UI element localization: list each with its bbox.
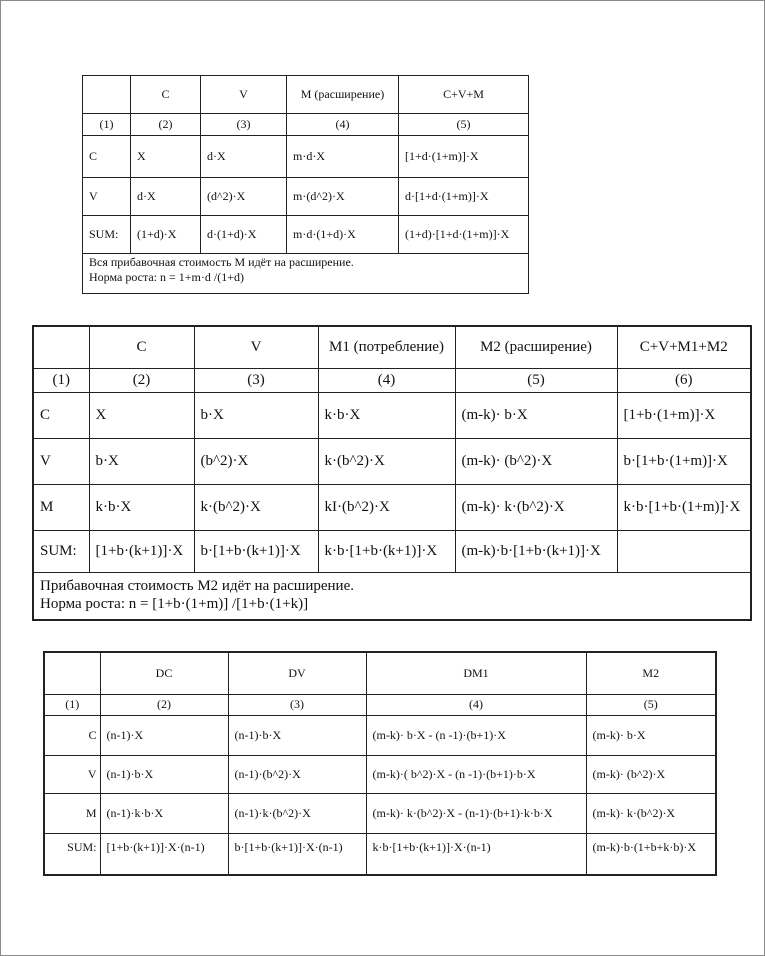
row-label: C	[83, 136, 131, 178]
row-label: M	[44, 793, 100, 833]
table-index-row	[44, 694, 716, 715]
table-cell: k·(b^2)·X	[318, 438, 455, 484]
table-cell: k·b·X	[89, 484, 194, 530]
index-cell: (3)	[194, 368, 318, 392]
table-row	[83, 216, 529, 254]
index-cell: (1)	[33, 368, 89, 392]
header-cell: V	[201, 76, 287, 114]
note-line: Прибавочная стоимость M2 идёт на расширение.	[40, 577, 354, 594]
table-cell: X	[131, 136, 201, 178]
header-cell: M2	[586, 652, 716, 694]
header-cell: DM1	[366, 652, 586, 694]
index-cell: (2)	[100, 694, 228, 715]
header-cell: C	[89, 326, 194, 368]
table-cell: k·b·[1+b·(1+m)]·X	[617, 484, 751, 530]
table-cell: m·d·(1+d)·X	[287, 216, 399, 254]
table-cell: (b^2)·X	[194, 438, 318, 484]
index-cell: (5)	[399, 114, 529, 136]
table-cell: (1+d)·[1+d·(1+m)]·X	[399, 216, 529, 254]
note-line: Норма роста: n = 1+m·d /(1+d)	[89, 270, 244, 284]
table-row	[44, 715, 716, 755]
row-label: V	[83, 178, 131, 216]
table-cell: (m-k)· k·(b^2)·X	[586, 793, 716, 833]
table-note	[33, 572, 751, 620]
table-note-row	[33, 572, 751, 620]
table-cell: (n-1)·X	[100, 715, 228, 755]
table-header-row	[33, 326, 751, 368]
header-cell	[83, 76, 131, 114]
table-cell: b·X	[89, 438, 194, 484]
table-cell: (n-1)·k·(b^2)·X	[228, 793, 366, 833]
table-cell: k·b·X	[318, 392, 455, 438]
header-cell: DC	[100, 652, 228, 694]
table-cell: (m-k)·b·[1+b·(k+1)]·X	[455, 530, 617, 572]
index-cell: (5)	[586, 694, 716, 715]
table-cell: (n-1)·k·b·X	[100, 793, 228, 833]
header-cell: M (расширение)	[287, 76, 399, 114]
table-cell	[617, 530, 751, 572]
header-cell: V	[194, 326, 318, 368]
table-cell: k·(b^2)·X	[194, 484, 318, 530]
table-header-row	[83, 76, 529, 114]
index-cell: (6)	[617, 368, 751, 392]
row-label: V	[44, 755, 100, 793]
table-cell: b·[1+b·(1+m)]·X	[617, 438, 751, 484]
table-row	[33, 438, 751, 484]
note-line: Норма роста: n = [1+b·(1+m)] /[1+b·(1+k)]	[40, 596, 309, 613]
table-cell: (m-k)· b·X - (n -1)·(b+1)·X	[366, 715, 586, 755]
table-row	[33, 484, 751, 530]
table-row	[44, 833, 716, 875]
table-cell: (m-k)· k·(b^2)·X - (n-1)·(b+1)·k·b·X	[366, 793, 586, 833]
table-cell: (m-k)· b·X	[586, 715, 716, 755]
table-row	[44, 755, 716, 793]
table-note-row	[83, 254, 529, 294]
table-row	[83, 178, 529, 216]
table-cell: m·d·X	[287, 136, 399, 178]
table-cell: k·b·[1+b·(k+1)]·X	[318, 530, 455, 572]
table-simple-reproduction	[82, 75, 529, 294]
table-cell: X	[89, 392, 194, 438]
table-row	[33, 392, 751, 438]
index-cell: (2)	[89, 368, 194, 392]
table-row	[33, 530, 751, 572]
table-cell: (m-k)· k·(b^2)·X	[455, 484, 617, 530]
table-cell: k·b·[1+b·(k+1)]·X·(n-1)	[366, 833, 586, 875]
table-cell: kI·(b^2)·X	[318, 484, 455, 530]
header-cell: C+V+M1+M2	[617, 326, 751, 368]
row-label: SUM:	[83, 216, 131, 254]
table-cell: d·X	[201, 136, 287, 178]
row-label: V	[33, 438, 89, 484]
table-cell: (n-1)·b·X	[100, 755, 228, 793]
table-note	[83, 254, 529, 294]
table-index-row	[33, 368, 751, 392]
index-cell: (1)	[44, 694, 100, 715]
header-cell: DV	[228, 652, 366, 694]
header-cell	[33, 326, 89, 368]
header-cell: M1 (потребление)	[318, 326, 455, 368]
index-cell: (1)	[83, 114, 131, 136]
table-cell: (1+d)·X	[131, 216, 201, 254]
index-cell: (2)	[131, 114, 201, 136]
table-cell: (n-1)·b·X	[228, 715, 366, 755]
table-cell: b·[1+b·(k+1)]·X·(n-1)	[228, 833, 366, 875]
index-cell: (3)	[201, 114, 287, 136]
table-index-row	[83, 114, 529, 136]
table-cell: [1+b·(k+1)]·X	[89, 530, 194, 572]
header-cell: M2 (расширение)	[455, 326, 617, 368]
table-extended-reproduction	[32, 325, 752, 621]
table-cell: [1+b·(1+m)]·X	[617, 392, 751, 438]
table-cell: (n-1)·(b^2)·X	[228, 755, 366, 793]
header-cell: C+V+M	[399, 76, 529, 114]
table-increments	[43, 651, 717, 876]
table-cell: (d^2)·X	[201, 178, 287, 216]
table-cell: (m-k)·b·(1+b+k·b)·X	[586, 833, 716, 875]
table-cell: d·X	[131, 178, 201, 216]
row-label: M	[33, 484, 89, 530]
table-cell: (m-k)· b·X	[455, 392, 617, 438]
table-cell: b·X	[194, 392, 318, 438]
table-row	[44, 793, 716, 833]
header-cell: C	[131, 76, 201, 114]
table-cell: (m-k)· (b^2)·X	[586, 755, 716, 793]
table-cell: m·(d^2)·X	[287, 178, 399, 216]
row-label: C	[44, 715, 100, 755]
row-label: SUM:	[33, 530, 89, 572]
table-cell: d·[1+d·(1+m)]·X	[399, 178, 529, 216]
table-cell: [1+b·(k+1)]·X·(n-1)	[100, 833, 228, 875]
index-cell: (3)	[228, 694, 366, 715]
table-cell: (m-k)· (b^2)·X	[455, 438, 617, 484]
index-cell: (4)	[366, 694, 586, 715]
index-cell: (5)	[455, 368, 617, 392]
index-cell: (4)	[318, 368, 455, 392]
row-label: C	[33, 392, 89, 438]
table-cell: b·[1+b·(k+1)]·X	[194, 530, 318, 572]
note-line: Вся прибавочная стоимость M идёт на расширение.	[89, 255, 354, 269]
table-cell: d·(1+d)·X	[201, 216, 287, 254]
table-row	[83, 136, 529, 178]
index-cell: (4)	[287, 114, 399, 136]
header-cell	[44, 652, 100, 694]
row-label: SUM:	[44, 833, 100, 875]
table-cell: (m-k)·( b^2)·X - (n -1)·(b+1)·b·X	[366, 755, 586, 793]
table-header-row	[44, 652, 716, 694]
table-cell: [1+d·(1+m)]·X	[399, 136, 529, 178]
